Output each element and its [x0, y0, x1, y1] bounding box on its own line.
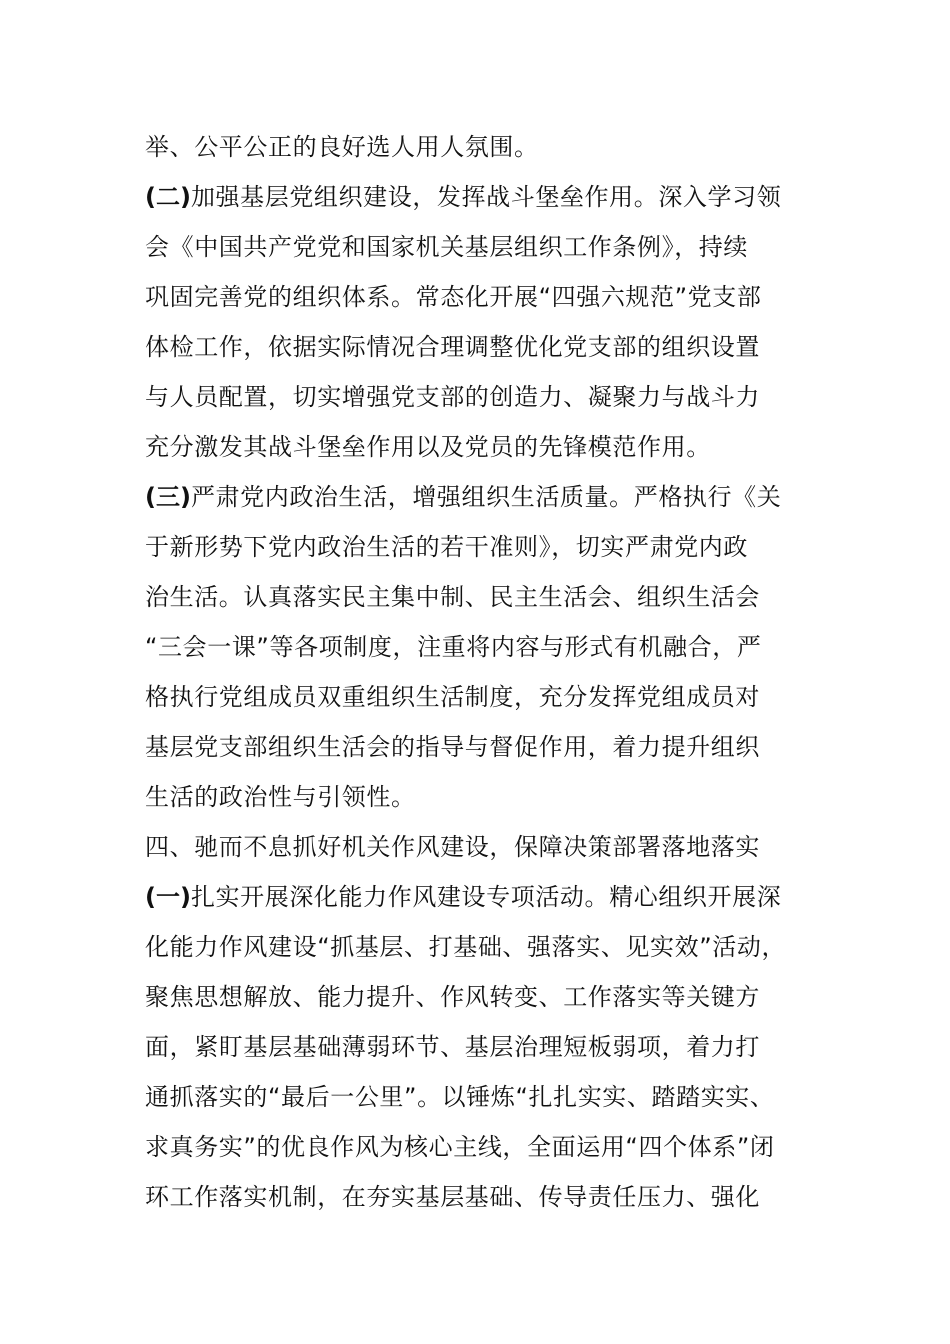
section-marker: (一)	[145, 883, 191, 911]
text-line	[145, 1077, 845, 1117]
chapter-heading-line	[145, 827, 845, 867]
text-line	[145, 727, 845, 767]
text-line	[145, 127, 845, 167]
line-text: 聚焦思想解放、能力提升、作风转变、工作落实等关键方	[145, 983, 760, 1011]
text-line	[145, 977, 845, 1017]
line-text: 格执行党组成员双重组织生活制度，充分发挥党组成员对	[145, 683, 760, 711]
line-text: 基层党支部组织生活会的指导与督促作用，着力提升组织	[145, 733, 760, 761]
line-text: 体检工作，依据实际情况合理调整优化党支部的组织设置	[145, 333, 760, 361]
line-text: 严肃党内政治生活，增强组织生活质量。严格执行《关	[190, 483, 782, 511]
line-text: 通抓落实的“最后一公里”。以锤炼“扎扎实实、踏踏实实、	[145, 1083, 775, 1111]
section-marker: (三)	[145, 483, 191, 511]
text-line	[145, 377, 845, 417]
line-text: 举、公平公正的良好选人用人氛围。	[145, 133, 539, 161]
section-marker: (二)	[145, 183, 191, 211]
line-text: 于新形势下党内政治生活的若干准则》，切实严肃党内政	[145, 533, 748, 561]
text-line	[145, 777, 845, 817]
text-line	[145, 1027, 845, 1067]
section-heading-line	[145, 177, 845, 217]
text-line	[145, 627, 845, 667]
text-line	[145, 577, 845, 617]
text-line	[145, 927, 845, 967]
line-text: 面，紧盯基层基础薄弱环节、基层治理短板弱项，着力打	[145, 1033, 760, 1061]
line-text: 扎实开展深化能力作风建设专项活动。精心组织开展深	[190, 883, 782, 911]
line-text: 生活的政治性与引领性。	[145, 783, 416, 811]
line-text: “三会一课”等各项制度，注重将内容与形式有机融合，严	[145, 633, 762, 661]
line-text: 治生活。认真落实民主集中制、民主生活会、组织生活会	[145, 583, 760, 611]
text-line	[145, 327, 845, 367]
section-heading-line	[145, 477, 845, 517]
text-line	[145, 1127, 845, 1167]
line-text: 化能力作风建设“抓基层、打基础、强落实、见实效”活动，	[145, 933, 787, 961]
text-line	[145, 227, 845, 267]
line-text: 四、驰而不息抓好机关作风建设，保障决策部署落地落实	[145, 833, 760, 861]
line-text: 充分激发其战斗堡垒作用以及党员的先锋模范作用。	[145, 433, 711, 461]
line-text: 加强基层党组织建设，发挥战斗堡垒作用。深入学习领	[190, 183, 782, 211]
line-text: 会《中国共产党党和国家机关基层组织工作条例》，持续	[145, 233, 748, 261]
line-text: 环工作落实机制，在夯实基层基础、传导责任压力、强化	[145, 1183, 760, 1211]
text-line	[145, 677, 845, 717]
line-text: 与人员配置，切实增强党支部的创造力、凝聚力与战斗力	[145, 383, 760, 411]
text-line	[145, 427, 845, 467]
line-text: 巩固完善党的组织体系。常态化开展“四强六规范”党支部	[145, 283, 762, 311]
text-line	[145, 277, 845, 317]
text-line	[145, 1177, 845, 1217]
section-heading-line	[145, 877, 845, 917]
text-line	[145, 527, 845, 567]
line-text: 求真务实”的优良作风为核心主线，全面运用“四个体系”闭	[145, 1133, 775, 1161]
